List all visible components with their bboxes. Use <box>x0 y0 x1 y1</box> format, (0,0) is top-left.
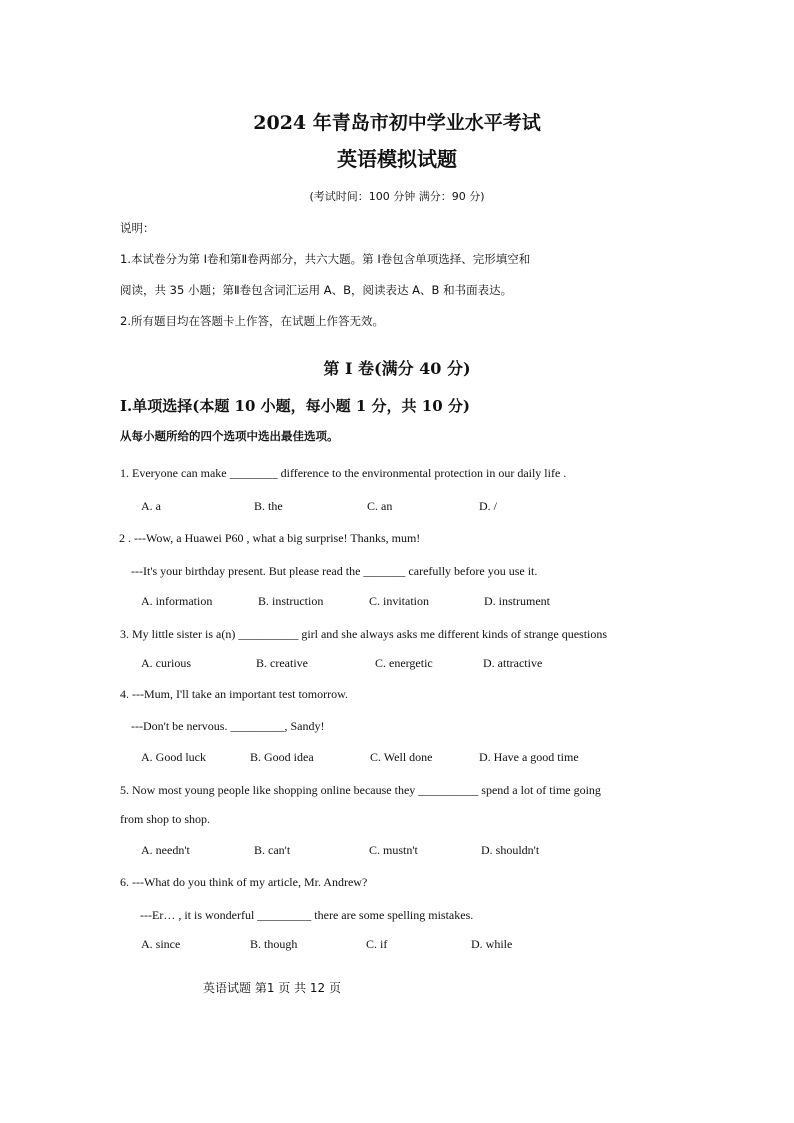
option-d: D. attractive <box>483 656 543 670</box>
option-b: B. the <box>254 499 283 513</box>
question-stem-line-2: ---It's your birthday present. But please read the _______ carefully before you use it. <box>131 564 538 578</box>
option-d: D. Have a good time <box>479 750 579 764</box>
option-b: B. Good idea <box>250 750 314 764</box>
notes-line-3: 2.所有题目均在答题卡上作答，在试题上作答无效。 <box>120 314 384 328</box>
question-stem: 1. Everyone can make ________ difference to the environmental protection in our daily life . <box>120 466 567 480</box>
option-d: D. while <box>471 937 513 951</box>
question-stem: 2 . ---Wow, a Huawei P60 , what a big surprise! Thanks, mum! <box>119 531 421 545</box>
option-b: B. instruction <box>258 594 324 608</box>
question-stem-line-2: from shop to shop. <box>120 812 210 826</box>
question-stem: 3. My little sister is a(n) __________ girl and she always asks me different kinds of strange questions <box>120 627 608 641</box>
option-b: B. though <box>250 937 298 951</box>
question-stem: 5. Now most young people like shopping online because they __________ spend a lot of time going <box>120 783 601 797</box>
exam-subtitle: 英语模拟试题 <box>337 147 457 171</box>
question-stem-line-2: ---Don't be nervous. _________, Sandy! <box>131 719 325 733</box>
option-d: D. shouldn't <box>481 843 540 857</box>
option-c: C. Well done <box>370 750 433 764</box>
section-title: 第 Ⅰ 卷(满分 40 分) <box>323 359 471 378</box>
option-c: C. invitation <box>369 594 429 608</box>
page-footer: 英语试题 第1 页 共 12 页 <box>203 981 341 995</box>
notes-line-1: 1.本试卷分为第 Ⅰ卷和第Ⅱ卷两部分，共六大题。第 Ⅰ卷包含单项选择、完形填空和 <box>120 252 531 266</box>
option-c: C. energetic <box>375 656 433 670</box>
question-stem-line-2: ---Er… , it is wonderful _________ there are some spelling mistakes. <box>140 908 474 922</box>
notes-line-2: 阅读，共 35 小题；第Ⅱ卷包含词汇运用 A、B，阅读表达 A、B 和书面表达。 <box>120 283 513 297</box>
option-a: A. Good luck <box>141 750 206 764</box>
option-a: A. a <box>141 499 161 513</box>
option-a: A. curious <box>141 656 191 670</box>
option-a: A. since <box>141 937 181 951</box>
part-instruction: 从每小题所给的四个选项中选出最佳选项。 <box>120 429 339 443</box>
exam-title: 2024 年青岛市初中学业水平考试 <box>253 112 541 134</box>
option-d: D. instrument <box>484 594 550 608</box>
option-b: B. can't <box>254 843 291 857</box>
part-title: I.单项选择(本题 10 小题，每小题 1 分，共 10 分) <box>120 397 470 415</box>
option-b: B. creative <box>256 656 308 670</box>
exam-info: (考试时间：100 分钟 满分：90 分) <box>309 190 485 203</box>
question-stem: 4. ---Mum, I'll take an important test tomorrow. <box>120 687 348 701</box>
option-d: D. / <box>479 499 497 513</box>
option-c: C. mustn't <box>369 843 418 857</box>
option-c: C. if <box>366 937 388 951</box>
question-stem: 6. ---What do you think of my article, Mr. Andrew? <box>120 875 368 889</box>
notes-label: 说明： <box>120 221 155 235</box>
option-c: C. an <box>367 499 393 513</box>
option-a: A. information <box>141 594 213 608</box>
option-a: A. needn't <box>141 843 190 857</box>
